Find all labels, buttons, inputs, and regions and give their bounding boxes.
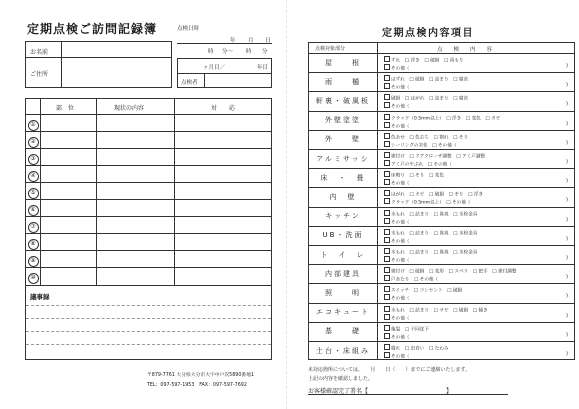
footer-tel: TEL：097-597-1953 FAX：097-597-7692 <box>147 383 247 388</box>
item-checklist-line: はがれ □ カビ □ 破損 □ そり □ 浮き <box>384 190 483 198</box>
checkbox-icon[interactable] <box>384 229 390 235</box>
header-content: 点 検 内 容 <box>437 47 493 53</box>
paren-close: ) <box>566 274 568 281</box>
header-status: 現状の内容 <box>114 105 145 112</box>
item-checklist-line: 破損 □ はがれ □ 詰まり □ 腐食 <box>384 94 468 102</box>
checkbox-icon[interactable] <box>384 160 390 166</box>
checkbox-icon[interactable] <box>384 133 390 139</box>
item-checklist-line: アミ戸のやぶれ □ その他（ <box>384 160 452 168</box>
item-name: UB・洗面 <box>322 231 364 240</box>
record-title: 定期点検ご訪問記録簿 <box>27 22 158 36</box>
item-checklist-line: クラック（0.5mm以上） □ 浮き □ 変色 □ カビ <box>384 114 500 122</box>
name-label: お名前 <box>30 49 49 56</box>
checkbox-icon[interactable] <box>384 56 390 62</box>
item-checklist-line: その他（ <box>384 256 409 264</box>
item-checklist-line: その他（ <box>384 237 409 245</box>
item-checklist-line: はずれ □ 破損 □ 詰まり □ 腐食 <box>384 75 468 83</box>
checkbox-icon[interactable] <box>384 102 390 108</box>
items-title: 定期点検内容項目 <box>382 28 474 39</box>
minutes-box <box>25 286 272 360</box>
item-checklist-line: スイッチ □ コンセント □ 破損 <box>384 286 462 294</box>
checkbox-icon[interactable] <box>384 114 390 120</box>
item-checklist-line: 水もれ □ 詰まり □ 異臭 □ 水栓金具 <box>384 229 477 237</box>
item-name: 床 ・ 畳 <box>320 173 366 182</box>
customer-table <box>25 41 172 88</box>
paren-close: ) <box>566 159 568 165</box>
item-checklist-line: 建付け □ 破損 □ 変形 □ スベリ □ 把手 □ 建付調整 <box>384 267 516 275</box>
checkbox-icon[interactable] <box>384 64 390 70</box>
item-checklist-line: その他（ <box>384 83 409 91</box>
row-number: ⑥ <box>26 203 40 217</box>
paren-close: ) <box>566 101 568 108</box>
header-part: 点検対象部分 <box>315 46 346 52</box>
item-checklist-line: 色あせ □ 色おち □ 割れ □ そり <box>384 133 468 141</box>
item-checklist-line: 水もれ □ 詰まり □ 異臭 □ 水栓金具 <box>384 248 477 256</box>
paren-close: ) <box>566 235 568 242</box>
item-checklist-line: その他（ <box>384 102 409 110</box>
item-checklist-line: 水もれ □ 詰まり □ 異臭 □ 水栓金具 <box>384 210 477 218</box>
record-table <box>25 98 272 286</box>
checkbox-icon[interactable] <box>384 333 390 339</box>
checkbox-icon[interactable] <box>384 171 390 177</box>
day-unit: 日 <box>265 38 271 44</box>
paren-close: ) <box>566 312 568 319</box>
checkbox-icon[interactable] <box>384 179 390 185</box>
inspection-info-table <box>177 58 272 88</box>
checkbox-icon[interactable] <box>384 210 390 216</box>
year-unit: 年 <box>230 38 236 44</box>
paren-close: ) <box>566 293 568 300</box>
item-checklist-line: クラック（0.5mm以上） □ その他（ <box>384 198 470 206</box>
item-checklist-line: その他（ <box>384 294 409 302</box>
item-checklist-line: その他（ <box>384 218 409 226</box>
header-action: 対 応 <box>211 105 236 112</box>
checkbox-icon[interactable] <box>384 256 390 262</box>
item-checklist-line: 水もれ □ 詰まり □ サビ □ 破損 □ 傾き <box>384 306 488 314</box>
row-number: ⑩ <box>26 271 40 285</box>
checkbox-icon[interactable] <box>384 248 390 254</box>
visit-record-page <box>0 0 282 409</box>
item-checklist-line: シーリングの劣化 □ その他（ <box>384 141 456 149</box>
item-checklist-line: ずれ □ 浮き □ 破損 □ 雨もり <box>384 56 464 64</box>
item-checklist-line: その他（ <box>384 352 409 360</box>
item-name: 屋 根 <box>325 58 361 67</box>
next-years-label: 年目 <box>257 65 269 71</box>
row-number: ② <box>26 135 40 149</box>
hour-unit-2: 時 <box>246 49 252 55</box>
row-number: ① <box>26 118 40 132</box>
next-months-label: ヶ月目／ <box>203 65 226 71</box>
item-checklist-line: 戸あたり □ その他（ <box>384 275 438 283</box>
minutes-label: 議事録 <box>30 293 50 301</box>
checkbox-icon[interactable] <box>384 75 390 81</box>
checkbox-icon[interactable] <box>384 122 390 128</box>
paren-close: ) <box>566 197 568 204</box>
row-number: ⑨ <box>26 254 40 268</box>
paren-close: ) <box>566 178 568 185</box>
header-part: 部 位 <box>56 105 75 112</box>
item-name: 雨 樋 <box>325 77 361 86</box>
minute-unit-2: 分 <box>262 49 268 55</box>
paren-close: ) <box>566 351 568 357</box>
minute-unit-1: 分〜 <box>222 49 234 55</box>
checkbox-icon[interactable] <box>384 294 390 300</box>
item-checklist-line: 腐れ □ 虫食い □ たわみ <box>384 344 449 352</box>
month-unit: 月 <box>248 38 254 44</box>
paren-close: ) <box>566 82 568 89</box>
item-name: 外 壁 <box>325 135 361 144</box>
footer-address: 〒879-7761 大分県大分市大字中戸次5890番地1 <box>147 373 255 378</box>
address-label: ご住所 <box>30 71 49 78</box>
item-name: 外壁塗塗 <box>325 116 361 125</box>
checkbox-icon[interactable] <box>384 314 390 320</box>
paren-close: ) <box>566 216 568 223</box>
item-name: アルミサッシ <box>316 154 370 163</box>
checkbox-icon[interactable] <box>384 141 390 147</box>
checkbox-icon[interactable] <box>384 237 390 243</box>
checkbox-icon[interactable] <box>384 218 390 224</box>
item-name: 基 礎 <box>325 327 361 336</box>
item-checklist-line: その他（ <box>384 179 409 187</box>
item-name: 内 壁 <box>329 192 357 201</box>
paren-close: ) <box>566 331 568 338</box>
checkbox-icon[interactable] <box>384 325 390 331</box>
checkbox-icon[interactable] <box>384 344 390 350</box>
paren-close: ) <box>566 255 568 261</box>
paren-close: ) <box>566 139 568 146</box>
inspector-label: 点検者 <box>181 80 198 86</box>
item-checklist-line: 床鳴り □ そり □ 変色 <box>384 171 444 179</box>
item-name: キッチン <box>325 212 361 221</box>
confirm-line: 上記の内容を確認しました。 <box>308 376 374 382</box>
item-name: 土台・床組み <box>316 346 370 355</box>
row-number: ⑤ <box>26 186 40 200</box>
paren-close: ) <box>566 63 568 69</box>
item-checklist-line: その他（ <box>384 333 409 341</box>
inspection-items-page <box>290 0 579 409</box>
item-name: 軒裏・破風板 <box>316 96 370 105</box>
visit-date-label: 点検日時 <box>177 26 200 32</box>
row-number: ④ <box>26 169 40 183</box>
item-checklist-line: その他（ <box>384 314 409 322</box>
checkbox-icon[interactable] <box>384 352 390 358</box>
fold-line <box>286 0 287 409</box>
checkbox-icon[interactable] <box>384 190 390 196</box>
signature-line: お客様確認完了署名【 】 <box>308 388 453 395</box>
item-name: エコキュート <box>316 308 370 317</box>
checkbox-icon[interactable] <box>384 306 390 312</box>
row-number: ③ <box>26 152 40 166</box>
checkbox-icon[interactable] <box>384 83 390 89</box>
item-name: 内部建具 <box>325 269 361 278</box>
hour-unit-1: 時 <box>208 49 214 55</box>
item-checklist-line: 亀裂 □ 不同沈下 <box>384 325 429 333</box>
item-name: 照 明 <box>325 288 361 297</box>
row-number: ⑦ <box>26 220 40 234</box>
checkbox-icon[interactable] <box>384 275 390 281</box>
notice-line: 未対応箇所については、 月 日（ ）までにご連絡いたします。 <box>308 367 471 373</box>
item-checklist-line: その他（ <box>384 122 409 130</box>
checkbox-icon[interactable] <box>384 198 390 204</box>
checkbox-icon[interactable] <box>384 152 390 158</box>
item-checklist-line: その他（ <box>384 64 409 72</box>
checkbox-icon[interactable] <box>384 267 390 273</box>
item-name: ト イ レ <box>320 250 366 259</box>
paren-close: ) <box>566 120 568 127</box>
items-table <box>308 42 575 360</box>
item-checklist-line: 建付け □ ドアクローザ調整 □ アミ戸調整 <box>384 152 485 160</box>
checkbox-icon[interactable] <box>384 286 390 292</box>
row-number: ⑧ <box>26 237 40 251</box>
checkbox-icon[interactable] <box>384 94 390 100</box>
